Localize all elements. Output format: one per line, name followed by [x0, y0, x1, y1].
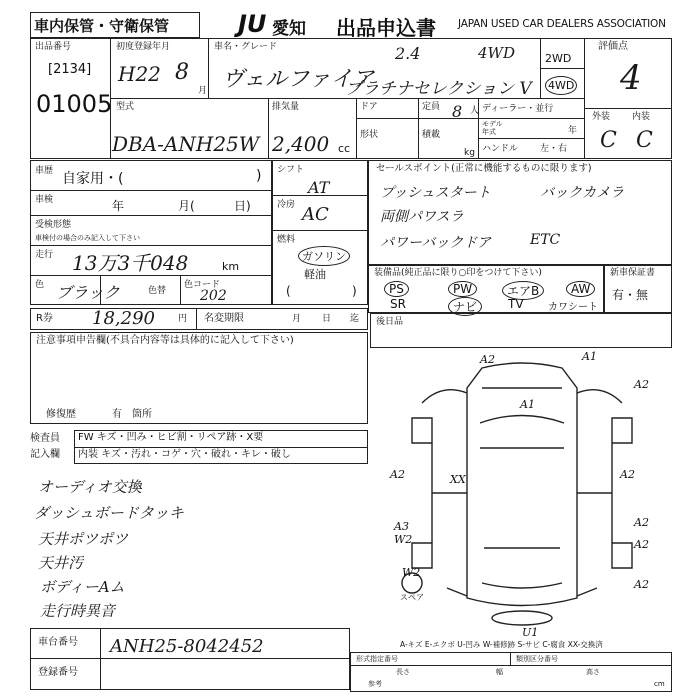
car-damage-diagram [372, 348, 672, 638]
mileage-unit: km [222, 260, 240, 273]
ju-logo: JU [238, 10, 267, 38]
diagram-mark-7: A2 [390, 468, 405, 481]
note-2: ダッシュボードタッキ [34, 504, 184, 522]
diagram-mark-1: A2 [480, 353, 495, 366]
color-code-label: 色コード [184, 280, 221, 290]
note-4: 天井汚 [38, 554, 84, 572]
load-label: 積載 [422, 130, 441, 140]
diagram-mark-11: A2 [634, 516, 649, 529]
repair-value: 有 [112, 409, 122, 420]
warranty-value: 有・無 [612, 288, 649, 302]
footer-height: 高さ [586, 668, 600, 676]
note-5: ボディーAム [40, 578, 125, 596]
equip-ps: PS [384, 281, 409, 297]
registration-year: H22 [118, 62, 161, 86]
inspector-label-2: 記入欄 [30, 449, 60, 460]
registration-month-unit: 月 [198, 86, 208, 96]
fuel-diesel: 軽油 [304, 268, 326, 281]
org-name: 愛知 [272, 19, 306, 39]
footer-ref: 参考 [368, 680, 382, 688]
score-value: 4 [620, 58, 642, 98]
footer-type-label: 形式指定番号 [356, 655, 398, 663]
displacement-unit: cc [338, 142, 351, 155]
dealer-label: ディーラー・並行 [482, 104, 554, 114]
selling-points-label: セールスポイント(正常に機能するものに限ります) [376, 163, 592, 174]
note-6: 走行時異音 [40, 602, 116, 620]
diagram-mark-6: XX [450, 473, 466, 486]
name-change-day: 日 [322, 314, 332, 324]
model-grade: プラチナセレクション V [345, 79, 532, 99]
equip-tv: TV [508, 297, 524, 311]
diagram-mark-8: A3 [394, 520, 409, 533]
footer-length: 長さ [396, 668, 410, 676]
registration-label: 初度登録年月 [116, 42, 171, 52]
listing-small-no: [2134] [48, 62, 92, 77]
load-unit: kg [464, 148, 475, 158]
remarks-label: 後日品 [376, 317, 404, 327]
chassis-value: ANH25-8042452 [110, 636, 264, 657]
history-value: 自家用・( [62, 171, 124, 187]
footer-cm: cm [654, 680, 665, 688]
capacity-value: 8 [452, 102, 463, 121]
grade-ext-value: C [600, 128, 617, 153]
handle-label: ハンドル [482, 144, 519, 154]
model-year-unit: 年 [568, 126, 578, 136]
fuel-label: 燃料 [277, 235, 296, 245]
reception-label: 受検形態 [35, 220, 72, 230]
color-value: ブラック [56, 283, 120, 302]
listing-no-label: 出品番号 [35, 42, 72, 52]
equip-aw: AW [566, 281, 595, 297]
equipment-label: 装備品(純正品に限り○印をつけて下さい) [374, 268, 542, 278]
ac-label: 冷房 [277, 200, 296, 210]
diagram-mark-4: A1 [520, 398, 535, 411]
selling-point-4: パワーバックドア [380, 235, 491, 251]
capacity-label: 定員 [422, 102, 441, 112]
doors-label: ドア [360, 102, 378, 112]
diagram-mark-12: A2 [634, 538, 649, 551]
type-value: DBA-ANH25W [112, 132, 260, 156]
selling-point-3: 両側パワスラ [380, 209, 464, 225]
diagram-mark-14: U1 [522, 626, 539, 638]
listing-big-no: 01005 [36, 90, 113, 118]
selling-point-2: バックカメラ [540, 185, 624, 201]
color-tone-label: 色替 [148, 286, 167, 296]
mileage-value: 13万3千048 [72, 251, 189, 275]
drive-2wd-label: 2WD [545, 52, 572, 65]
score-label: 評価点 [598, 41, 628, 52]
model-engine: 2.4 [395, 44, 421, 63]
diagram-legend: A-キズ E-エクボ U-凹み W-補修跡 S-サビ C-腐食 XX-交換済 [400, 640, 603, 649]
diagram-mark-2: A1 [582, 350, 597, 363]
handle-value: 左・右 [540, 144, 568, 154]
registration-month: 8 [175, 60, 189, 85]
recycle-value: 18,290 [92, 308, 155, 329]
name-change-until: 迄 [350, 314, 360, 324]
inspection-label: 車検 [35, 195, 54, 205]
fuel-paren-close: ) [352, 284, 357, 298]
capacity-unit: 人 [470, 106, 480, 116]
model-label: 車名・グレード [214, 42, 278, 52]
grades-ext-label: 外装 [592, 112, 611, 122]
diagram-mark-5: A2 [620, 468, 635, 481]
english-title: JAPAN USED CAR DEALERS ASSOCIATION [458, 18, 666, 30]
inspector-row-2: 内装 キズ・汚れ・コゲ・穴・破れ・キレ・破し [78, 449, 291, 460]
note-1: オーディオ交換 [38, 478, 142, 496]
history-close: ) [256, 168, 262, 184]
inspector-row-1: FW キズ・凹み・ヒビ割・リペア跡・X要 [78, 432, 264, 443]
diagram-mark-3: A2 [634, 378, 649, 391]
ac-value: AC [302, 204, 329, 225]
name-change-label: 名変期限 [204, 313, 244, 324]
selling-point-1: プッシュスタート [380, 185, 491, 201]
drive-4wd-selected: 4WD [545, 76, 577, 95]
recycle-label: R券 [36, 313, 53, 324]
mileage-label: 走行 [35, 250, 54, 260]
shape-label: 形状 [360, 130, 379, 140]
warranty-label: 新車保証書 [610, 268, 656, 278]
repair-place: 箇所 [132, 409, 152, 420]
diagram-mark-10: W2 [402, 566, 421, 579]
history-label: 車歴 [35, 166, 54, 176]
form-title: 出品申込書 [336, 16, 436, 40]
inspection-year: 年 [112, 199, 125, 213]
shift-value: AT [308, 178, 330, 197]
type-label: 型式 [116, 102, 135, 112]
note-3: 天井ポツポツ [38, 530, 129, 548]
notes-label: 注意事項申告欄(不具合内容等は具体的に記入して下さい) [36, 335, 294, 346]
remarks-block [370, 313, 672, 348]
storage-label: 車内保管・守衛保管 [34, 17, 170, 35]
displacement-label: 排気量 [272, 102, 300, 112]
fuel-paren-open: ( [286, 284, 291, 298]
model-drive: 4WD [478, 44, 515, 62]
footer-width: 幅 [496, 668, 503, 676]
model-year-label: モデル 年式 [482, 120, 503, 136]
inspector-label-1: 検査員 [30, 433, 60, 444]
equip-leather: カワシート [548, 302, 598, 313]
recycle-unit: 円 [178, 314, 188, 324]
equip-airb: エアB [502, 281, 544, 300]
registration-no-label: 登録番号 [38, 667, 78, 678]
spare-label: スペア [400, 593, 424, 602]
color-label: 色 [35, 280, 45, 290]
displacement-value: 2,400 [272, 132, 330, 156]
shift-label: シフト [277, 165, 305, 175]
equip-sr: SR [390, 297, 406, 311]
color-code: 202 [200, 288, 227, 304]
diagram-mark-9: W2 [394, 533, 413, 546]
repair-label: 修復歴 [46, 409, 76, 420]
fuel-gas: ガソリン [298, 246, 350, 266]
equip-pw: PW [448, 281, 477, 297]
grade-int-value: C [636, 128, 653, 153]
inspection-day: 日) [234, 199, 251, 213]
selling-point-5: ETC [530, 232, 561, 248]
name-change-month: 月 [292, 314, 302, 324]
recycle-block [30, 308, 368, 330]
chassis-label: 車台番号 [38, 637, 78, 648]
footer-class-label: 類別区分番号 [516, 655, 558, 663]
equip-navi: ナビ [448, 297, 482, 316]
inspection-month: 月( [178, 199, 195, 213]
diagram-mark-13: A2 [634, 578, 649, 591]
reception-note: 車検付の場合のみ記入して下さい [35, 234, 140, 242]
grades-int-label: 内装 [632, 112, 651, 122]
model-name: ヴェルファイア [222, 67, 375, 92]
